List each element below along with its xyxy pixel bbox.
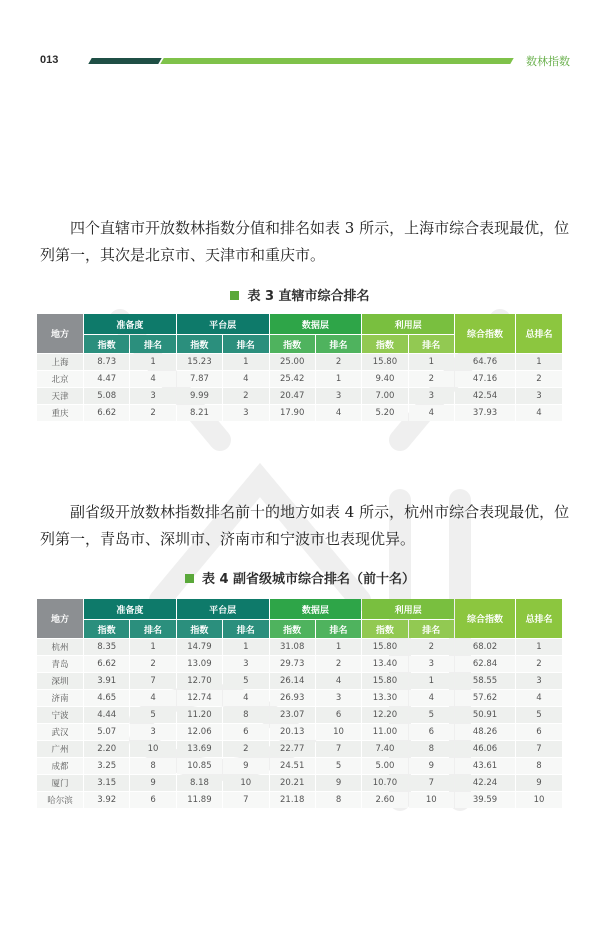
cell-platform-index: 8.21 xyxy=(177,405,222,421)
table-row xyxy=(37,707,562,723)
subheader-index: 指数 xyxy=(84,620,129,638)
cell-region: 哈尔滨 xyxy=(37,792,83,808)
cell-region: 厦门 xyxy=(37,775,83,791)
cell-usage-index: 15.80 xyxy=(362,673,407,689)
cell-data-rank: 6 xyxy=(316,707,361,723)
cell-data-index: 20.47 xyxy=(270,388,315,404)
subheader-rank: 排名 xyxy=(316,620,361,638)
cell-region: 天津 xyxy=(37,388,83,404)
cell-readiness-index: 3.25 xyxy=(84,758,129,774)
cell-usage-index: 11.00 xyxy=(362,724,407,740)
cell-usage-rank: 5 xyxy=(409,707,454,723)
cell-data-index: 23.07 xyxy=(270,707,315,723)
cell-total-index: 42.24 xyxy=(455,775,515,791)
cell-readiness-index: 4.47 xyxy=(84,371,129,387)
cell-platform-rank: 3 xyxy=(223,405,268,421)
cell-platform-rank: 1 xyxy=(223,639,268,655)
cell-usage-index: 12.20 xyxy=(362,707,407,723)
paragraph-sub-provincial: 副省级开放数林指数排名前十的地方如表 4 所示，杭州市综合表现最优，位列第一，青岛市、深圳市、济南市和宁波市也表现优异。 xyxy=(40,503,570,548)
cell-platform-index: 13.09 xyxy=(177,656,222,672)
subheader-rank: 排名 xyxy=(223,335,268,353)
cell-platform-rank: 5 xyxy=(223,673,268,689)
table3-caption xyxy=(0,285,600,304)
subheader-index: 指数 xyxy=(362,335,407,353)
cell-usage-rank: 3 xyxy=(409,388,454,404)
cell-total-index: 47.16 xyxy=(455,371,515,387)
subheader-rank: 排名 xyxy=(130,620,175,638)
cell-platform-rank: 3 xyxy=(223,656,268,672)
header-data: 数据层 xyxy=(270,314,362,334)
cell-platform-index: 10.85 xyxy=(177,758,222,774)
table-row xyxy=(37,354,562,370)
cell-usage-index: 13.30 xyxy=(362,690,407,706)
cell-data-rank: 4 xyxy=(316,405,361,421)
cell-region: 北京 xyxy=(37,371,83,387)
header-readiness: 准备度 xyxy=(84,599,176,619)
cell-readiness-index: 6.62 xyxy=(84,656,129,672)
cell-platform-index: 7.87 xyxy=(177,371,222,387)
table-row xyxy=(37,724,562,740)
cell-usage-index: 7.40 xyxy=(362,741,407,757)
cell-data-rank: 8 xyxy=(316,792,361,808)
header-usage: 利用层 xyxy=(362,599,454,619)
cell-data-rank: 4 xyxy=(316,673,361,689)
table-row xyxy=(37,639,562,655)
cell-readiness-index: 5.08 xyxy=(84,388,129,404)
cell-total-index: 62.84 xyxy=(455,656,515,672)
cell-region: 青岛 xyxy=(37,656,83,672)
cell-total-rank: 2 xyxy=(516,656,562,672)
subheader-rank: 排名 xyxy=(130,335,175,353)
cell-total-rank: 2 xyxy=(516,371,562,387)
table4-caption xyxy=(0,568,600,587)
cell-platform-rank: 4 xyxy=(223,690,268,706)
cell-usage-rank: 3 xyxy=(409,656,454,672)
cell-total-rank: 1 xyxy=(516,354,562,370)
cell-data-rank: 1 xyxy=(316,639,361,655)
cell-total-rank: 4 xyxy=(516,690,562,706)
cell-platform-index: 14.79 xyxy=(177,639,222,655)
cell-platform-index: 11.20 xyxy=(177,707,222,723)
cell-region: 广州 xyxy=(37,741,83,757)
table-row xyxy=(37,741,562,757)
cell-total-rank: 3 xyxy=(516,388,562,404)
cell-platform-index: 8.18 xyxy=(177,775,222,791)
cell-platform-rank: 8 xyxy=(223,707,268,723)
cell-data-index: 20.21 xyxy=(270,775,315,791)
cell-platform-rank: 2 xyxy=(223,388,268,404)
cell-platform-rank: 9 xyxy=(223,758,268,774)
header-total-rank: 总排名 xyxy=(516,314,562,353)
cell-data-index: 25.00 xyxy=(270,354,315,370)
table-row xyxy=(37,690,562,706)
cell-readiness-rank: 9 xyxy=(130,775,175,791)
cell-data-index: 26.14 xyxy=(270,673,315,689)
subheader-rank: 排名 xyxy=(409,620,454,638)
cell-platform-index: 12.70 xyxy=(177,673,222,689)
cell-total-index: 39.59 xyxy=(455,792,515,808)
cell-data-rank: 1 xyxy=(316,371,361,387)
cell-platform-rank: 10 xyxy=(223,775,268,791)
cell-total-rank: 5 xyxy=(516,707,562,723)
cell-usage-index: 7.00 xyxy=(362,388,407,404)
header-total-rank: 总排名 xyxy=(516,599,562,638)
cell-usage-index: 5.20 xyxy=(362,405,407,421)
cell-total-index: 57.62 xyxy=(455,690,515,706)
table-row xyxy=(37,656,562,672)
cell-usage-index: 15.80 xyxy=(362,354,407,370)
cell-usage-index: 9.40 xyxy=(362,371,407,387)
cell-usage-index: 5.00 xyxy=(362,758,407,774)
header-bar-dark xyxy=(88,58,161,64)
cell-region: 成都 xyxy=(37,758,83,774)
cell-usage-rank: 10 xyxy=(409,792,454,808)
cell-readiness-index: 6.62 xyxy=(84,405,129,421)
cell-data-index: 31.08 xyxy=(270,639,315,655)
cell-readiness-index: 2.20 xyxy=(84,741,129,757)
cell-readiness-rank: 3 xyxy=(130,724,175,740)
cell-total-rank: 6 xyxy=(516,724,562,740)
cell-readiness-rank: 7 xyxy=(130,673,175,689)
cell-total-rank: 10 xyxy=(516,792,562,808)
table-row xyxy=(37,792,562,808)
cell-readiness-index: 4.44 xyxy=(84,707,129,723)
header-bar-green xyxy=(160,58,513,64)
header-total-index: 综合指数 xyxy=(455,599,515,638)
cell-data-rank: 2 xyxy=(316,656,361,672)
page-number: 013 xyxy=(40,54,59,66)
header-platform: 平台层 xyxy=(177,599,269,619)
subheader-index: 指数 xyxy=(270,620,315,638)
cell-readiness-rank: 2 xyxy=(130,656,175,672)
cell-region: 深圳 xyxy=(37,673,83,689)
header-platform: 平台层 xyxy=(177,314,269,334)
cell-data-rank: 2 xyxy=(316,354,361,370)
cell-platform-index: 15.23 xyxy=(177,354,222,370)
cell-total-index: 68.02 xyxy=(455,639,515,655)
cell-readiness-index: 3.91 xyxy=(84,673,129,689)
cell-platform-index: 11.89 xyxy=(177,792,222,808)
cell-usage-index: 13.40 xyxy=(362,656,407,672)
cell-region: 宁波 xyxy=(37,707,83,723)
table-row xyxy=(37,405,562,421)
cell-readiness-index: 8.35 xyxy=(84,639,129,655)
caption-square-icon xyxy=(185,574,194,583)
cell-total-index: 46.06 xyxy=(455,741,515,757)
header-usage: 利用层 xyxy=(362,314,454,334)
cell-data-index: 24.51 xyxy=(270,758,315,774)
cell-readiness-index: 3.92 xyxy=(84,792,129,808)
cell-total-rank: 7 xyxy=(516,741,562,757)
cell-readiness-rank: 6 xyxy=(130,792,175,808)
cell-readiness-rank: 8 xyxy=(130,758,175,774)
table3-municipal-ranking xyxy=(36,313,563,422)
table-row xyxy=(37,758,562,774)
cell-data-index: 17.90 xyxy=(270,405,315,421)
cell-readiness-rank: 10 xyxy=(130,741,175,757)
cell-usage-index: 10.70 xyxy=(362,775,407,791)
header-readiness: 准备度 xyxy=(84,314,176,334)
cell-usage-rank: 4 xyxy=(409,690,454,706)
cell-usage-rank: 2 xyxy=(409,639,454,655)
cell-readiness-rank: 5 xyxy=(130,707,175,723)
cell-data-rank: 10 xyxy=(316,724,361,740)
cell-platform-index: 12.74 xyxy=(177,690,222,706)
subheader-index: 指数 xyxy=(270,335,315,353)
cell-data-rank: 3 xyxy=(316,388,361,404)
cell-total-rank: 4 xyxy=(516,405,562,421)
cell-total-rank: 8 xyxy=(516,758,562,774)
table-row xyxy=(37,388,562,404)
cell-platform-rank: 4 xyxy=(223,371,268,387)
table4-subprovincial-ranking xyxy=(36,598,563,809)
cell-data-rank: 7 xyxy=(316,741,361,757)
cell-total-index: 42.54 xyxy=(455,388,515,404)
cell-readiness-rank: 4 xyxy=(130,690,175,706)
table-row xyxy=(37,371,562,387)
cell-usage-rank: 7 xyxy=(409,775,454,791)
cell-total-rank: 3 xyxy=(516,673,562,689)
cell-readiness-index: 5.07 xyxy=(84,724,129,740)
cell-total-index: 37.93 xyxy=(455,405,515,421)
subheader-rank: 排名 xyxy=(316,335,361,353)
cell-platform-rank: 2 xyxy=(223,741,268,757)
cell-data-index: 26.93 xyxy=(270,690,315,706)
cell-usage-rank: 2 xyxy=(409,371,454,387)
cell-usage-index: 15.80 xyxy=(362,639,407,655)
cell-usage-rank: 8 xyxy=(409,741,454,757)
subheader-rank: 排名 xyxy=(223,620,268,638)
cell-data-index: 25.42 xyxy=(270,371,315,387)
header-data: 数据层 xyxy=(270,599,362,619)
cell-readiness-rank: 4 xyxy=(130,371,175,387)
cell-platform-rank: 1 xyxy=(223,354,268,370)
subheader-index: 指数 xyxy=(177,335,222,353)
cell-region: 杭州 xyxy=(37,639,83,655)
paragraph-municipalities: 四个直辖市开放数林指数分值和排名如表 3 所示，上海市综合表现最优，位列第一，其次是北京市、天津市和重庆市。 xyxy=(40,219,570,264)
cell-data-rank: 5 xyxy=(316,758,361,774)
header-region: 地方 xyxy=(37,599,83,638)
subheader-rank: 排名 xyxy=(409,335,454,353)
subheader-index: 指数 xyxy=(84,335,129,353)
table-row xyxy=(37,775,562,791)
cell-usage-rank: 1 xyxy=(409,354,454,370)
table3-caption-text: 表 3 直辖市综合排名 xyxy=(247,289,370,304)
cell-platform-index: 9.99 xyxy=(177,388,222,404)
cell-readiness-index: 8.73 xyxy=(84,354,129,370)
cell-readiness-index: 3.15 xyxy=(84,775,129,791)
cell-platform-rank: 6 xyxy=(223,724,268,740)
cell-data-index: 21.18 xyxy=(270,792,315,808)
cell-total-index: 58.55 xyxy=(455,673,515,689)
cell-readiness-index: 4.65 xyxy=(84,690,129,706)
cell-region: 上海 xyxy=(37,354,83,370)
cell-data-rank: 3 xyxy=(316,690,361,706)
cell-usage-rank: 1 xyxy=(409,673,454,689)
page-header xyxy=(0,52,600,72)
cell-usage-index: 2.60 xyxy=(362,792,407,808)
cell-total-rank: 1 xyxy=(516,639,562,655)
cell-data-index: 29.73 xyxy=(270,656,315,672)
cell-platform-index: 13.69 xyxy=(177,741,222,757)
cell-region: 武汉 xyxy=(37,724,83,740)
cell-data-index: 22.77 xyxy=(270,741,315,757)
cell-total-index: 64.76 xyxy=(455,354,515,370)
cell-data-rank: 9 xyxy=(316,775,361,791)
cell-readiness-rank: 3 xyxy=(130,388,175,404)
cell-total-index: 50.91 xyxy=(455,707,515,723)
subheader-index: 指数 xyxy=(177,620,222,638)
cell-usage-rank: 6 xyxy=(409,724,454,740)
cell-platform-index: 12.06 xyxy=(177,724,222,740)
cell-usage-rank: 9 xyxy=(409,758,454,774)
caption-square-icon xyxy=(230,291,239,300)
cell-readiness-rank: 1 xyxy=(130,354,175,370)
cell-platform-rank: 7 xyxy=(223,792,268,808)
header-region: 地方 xyxy=(37,314,83,353)
header-total-index: 综合指数 xyxy=(455,314,515,353)
cell-total-index: 48.26 xyxy=(455,724,515,740)
table-row xyxy=(37,673,562,689)
cell-region: 重庆 xyxy=(37,405,83,421)
cell-total-rank: 9 xyxy=(516,775,562,791)
cell-readiness-rank: 1 xyxy=(130,639,175,655)
section-title: 数林指数 xyxy=(526,55,570,68)
cell-total-index: 43.61 xyxy=(455,758,515,774)
cell-readiness-rank: 2 xyxy=(130,405,175,421)
table4-caption-text: 表 4 副省级城市综合排名（前十名） xyxy=(201,572,416,587)
subheader-index: 指数 xyxy=(362,620,407,638)
cell-usage-rank: 4 xyxy=(409,405,454,421)
cell-data-index: 20.13 xyxy=(270,724,315,740)
cell-region: 济南 xyxy=(37,690,83,706)
